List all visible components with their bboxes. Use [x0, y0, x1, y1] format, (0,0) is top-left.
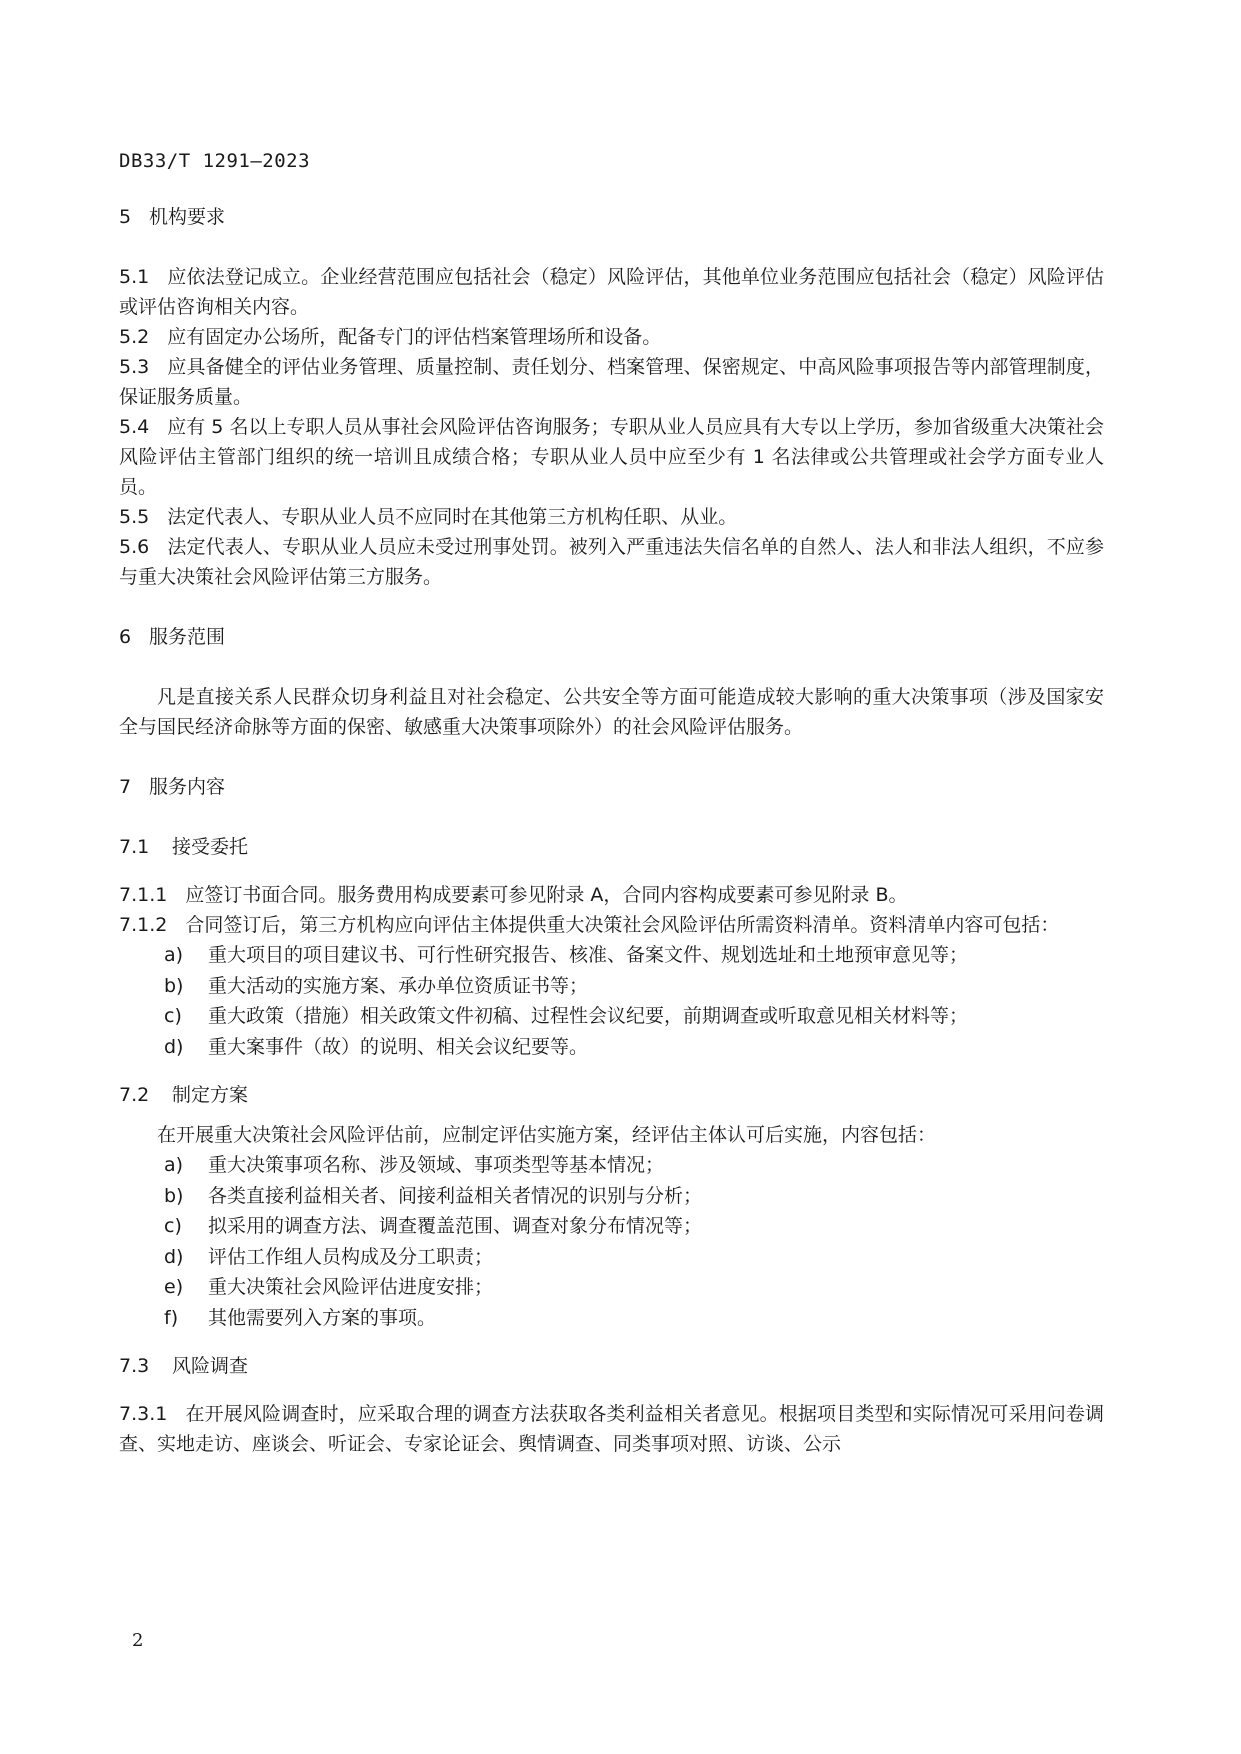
subsection-7-2-intro: 在开展重大决策社会风险评估前，应制定评估实施方案，经评估主体认可后实施，内容包括： — [157, 1124, 937, 1146]
subsection-number: 7.1 — [119, 836, 150, 858]
list-item — [119, 1272, 1104, 1303]
clause-text: 在开展风险调查时，应采取合理的调查方法获取各类利益相关者意见。根据项目类型和实际情况可采用问卷调查、实地走访、座谈会、听证会、专家论证会、舆情调查、同类事项对照、访谈、公示 — [119, 1403, 1104, 1455]
list-item — [119, 1211, 1104, 1242]
clause-text: 应依法登记成立。企业经营范围应包括社会（稳定）风险评估，其他单位业务范围应包括社会（稳定）风险评估或评估咨询相关内容。 — [119, 266, 1104, 318]
clause-5-4 — [119, 412, 1104, 502]
list-item — [119, 1001, 1104, 1032]
clause-text: 应签订书面合同。服务费用构成要素可参见附录 A，合同内容构成要素可参见附录 B。 — [185, 884, 908, 906]
list-item-text: 重大决策社会风险评估进度安排； — [208, 1276, 494, 1298]
section-title: 服务内容 — [149, 776, 226, 798]
subsection-title: 接受委托 — [172, 836, 249, 858]
document-body — [119, 202, 1104, 1459]
list-item-marker: a) — [164, 1154, 184, 1176]
list-item-marker: c) — [164, 1215, 182, 1237]
list-item-marker: d) — [164, 1245, 184, 1268]
clause-5-1 — [119, 262, 1104, 322]
list-item — [119, 1032, 1104, 1063]
list-item — [119, 1181, 1104, 1212]
subsection-title: 制定方案 — [172, 1084, 249, 1106]
list-item-marker: a) — [164, 944, 184, 966]
section-title: 机构要求 — [149, 206, 226, 228]
page-number: 2 — [132, 1630, 144, 1651]
clause-number: 5.2 — [119, 326, 150, 348]
section-number: 7 — [119, 776, 132, 798]
list-item-marker: d) — [164, 1035, 184, 1058]
section-heading-6 — [119, 622, 1104, 652]
list-item — [119, 971, 1104, 1002]
list-item-text: 其他需要列入方案的事项。 — [208, 1306, 437, 1329]
subsection-heading-7-1 — [119, 832, 1104, 862]
list-item-marker: c) — [164, 1005, 182, 1027]
clause-number: 5.5 — [119, 506, 150, 528]
clause-number: 5.3 — [119, 356, 150, 378]
clause-number: 7.1.1 — [119, 884, 168, 906]
list-item-text: 重大项目的项目建议书、可行性研究报告、核准、备案文件、规划选址和土地预审意见等； — [208, 944, 969, 966]
clause-5-2 — [119, 322, 1104, 352]
clause-text: 应有 5 名以上专职人员从事社会风险评估咨询服务；专职从业人员应具有大专以上学历，参加省级重大决策社会风险评估主管部门组织的统一培训且成绩合格；专职从业人员中应至少有 1 名法律或公共管理或社会学方面专业人员。 — [119, 416, 1104, 498]
subsection-title: 风险调查 — [172, 1355, 249, 1377]
list-item-marker: b) — [164, 1184, 184, 1207]
section-number: 6 — [119, 626, 132, 648]
clause-number: 7.1.2 — [119, 914, 168, 936]
list-item-text: 拟采用的调查方法、调查覆盖范围、调查对象分布情况等； — [208, 1215, 703, 1237]
clause-number: 5.6 — [119, 536, 150, 558]
clause-text: 法定代表人、专职从业人员不应同时在其他第三方机构任职、从业。 — [167, 506, 738, 528]
subsection-number: 7.3 — [119, 1355, 150, 1377]
list-item-text: 重大政策（措施）相关政策文件初稿、过程性会议纪要，前期调查或听取意见相关材料等； — [208, 1005, 969, 1027]
clause-5-3 — [119, 352, 1104, 412]
list-item-marker: b) — [164, 974, 184, 997]
subsection-heading-7-2 — [119, 1080, 1104, 1110]
clause-text: 合同签订后，第三方机构应向评估主体提供重大决策社会风险评估所需资料清单。资料清单内容可包括： — [185, 914, 1060, 936]
section-heading-7 — [119, 772, 1104, 802]
list-item-text: 重大决策事项名称、涉及领域、事项类型等基本情况； — [208, 1154, 665, 1176]
clause-text: 应具备健全的评估业务管理、质量控制、责任划分、档案管理、保密规定、中高风险事项报告等内部管理制度，保证服务质量。 — [119, 356, 1104, 408]
list-item-marker: f) — [164, 1306, 179, 1329]
list-item — [119, 1242, 1104, 1273]
section-number: 5 — [119, 206, 132, 228]
document-code: DB33/T 1291—2023 — [119, 150, 311, 172]
clause-text: 应有固定办公场所，配备专门的评估档案管理场所和设备。 — [167, 326, 662, 348]
clause-number: 5.1 — [119, 266, 150, 288]
section-heading-5 — [119, 202, 1104, 232]
list-item — [119, 1303, 1104, 1334]
clause-7-1-2 — [119, 910, 1104, 940]
list-item-text: 评估工作组人员构成及分工职责； — [208, 1245, 494, 1268]
list-item — [119, 940, 1104, 971]
section-title: 服务范围 — [149, 626, 226, 648]
clause-number: 7.3.1 — [119, 1403, 168, 1425]
clause-5-5 — [119, 502, 1104, 532]
clause-text: 法定代表人、专职从业人员应未受过刑事处罚。被列入严重违法失信名单的自然人、法人和非法人组织，不应参与重大决策社会风险评估第三方服务。 — [119, 536, 1104, 588]
list-item-text: 重大案事件（故）的说明、相关会议纪要等。 — [208, 1035, 589, 1058]
clause-7-3-1 — [119, 1399, 1104, 1459]
list-item-text: 重大活动的实施方案、承办单位资质证书等； — [208, 974, 589, 997]
list-item — [119, 1150, 1104, 1181]
section-6-body: 凡是直接关系人民群众切身利益且对社会稳定、公共安全等方面可能造成较大影响的重大决策事项（涉及国家安全与国民经济命脉等方面的保密、敏感重大决策事项除外）的社会风险评估服务。 — [119, 686, 1104, 738]
clause-5-6 — [119, 532, 1104, 592]
clause-number: 5.4 — [119, 416, 150, 438]
list-item-marker: e) — [164, 1276, 184, 1298]
subsection-heading-7-3 — [119, 1351, 1104, 1381]
subsection-number: 7.2 — [119, 1084, 150, 1106]
clause-7-1-1 — [119, 880, 1104, 910]
list-item-text: 各类直接利益相关者、间接利益相关者情况的识别与分析； — [208, 1184, 703, 1207]
